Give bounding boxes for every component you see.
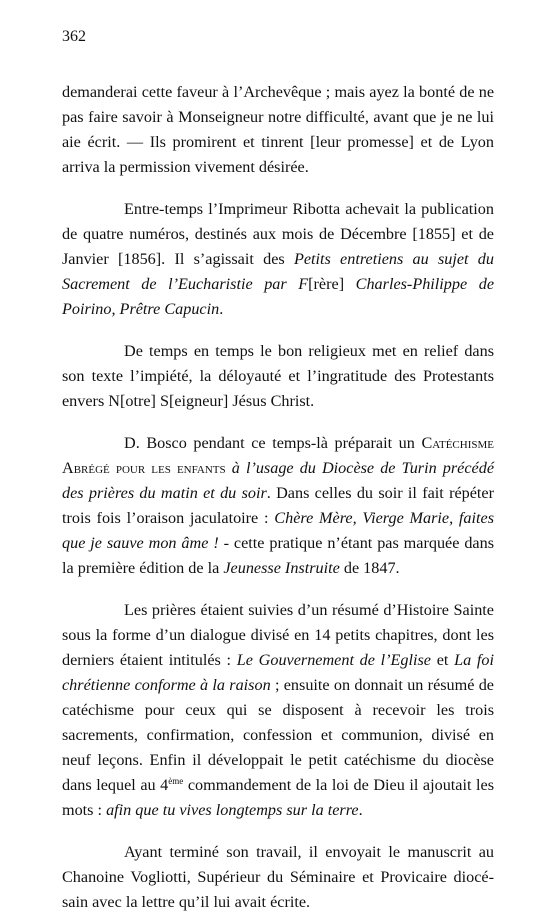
paragraph: [62, 598, 494, 823]
text-run: de 1847.: [339, 559, 400, 577]
text-run: Les prières étaient suivies d’un résumé d’Histoire Sainte sous la forme d’un dialogue divisé en 14 petits chapitres, dont les derniers étaient intitulés :: [62, 601, 494, 669]
text-run: Ayant terminé son travail, il envoyait le manuscrit au Chanoine Vogliotti, Supérieur du Séminaire et Provicaire diocésain avec la lettre qu’il lui avait écrite.: [62, 843, 494, 911]
text-run: .: [358, 801, 363, 819]
body-text: [62, 80, 494, 915]
paragraph: [62, 840, 494, 915]
paragraph: [62, 80, 494, 180]
superscript-run: ème: [168, 776, 184, 786]
paragraph: [62, 431, 494, 581]
paragraph: [62, 339, 494, 414]
italic-run: à l’usage du Diocèse de Turin précédé des prières du matin et du soir: [62, 459, 495, 502]
italic-run: Petits entretiens au sujet du Sacrement de l’Eucharistie par F: [62, 250, 494, 293]
italic-run: La foi chrétienne conforme à la raison: [62, 651, 495, 694]
text-run: D. Bosco pendant ce temps-là préparait un: [124, 434, 422, 452]
italic-run: Le Gouvernement de l’Eglise: [236, 651, 431, 669]
small-caps-run: Catéchisme Abrégé pour les enfants: [62, 434, 494, 477]
paragraph: [62, 197, 494, 322]
italic-run: Jeunesse Instruite: [223, 559, 340, 577]
text-run: et: [431, 651, 455, 669]
text-run: demanderai cette faveur à l’Archevêque ; mais ayez la bonté de ne pas faire savoir à Monseigneur notre difficulté, avant que je ne lui aie écrit. — Ils promirent et tinrent [leur promesse] et de Lyon arriva la permission vivement désirée.: [62, 83, 494, 176]
italic-run: afin que tu vives longtemps sur la terre: [106, 801, 359, 819]
text-run: .: [219, 300, 224, 318]
text-run: commandement de la loi de Dieu il ajoutait les mots :: [62, 776, 494, 819]
text-run: De temps en temps le bon religieux met en relief dans son texte l’impiété, la déloyauté et l’ingratitude des Protestants envers N[otre] S[eigneur] Jésus Christ.: [62, 342, 494, 410]
italic-run: Chère Mère, Vierge Marie, faites que je sauve mon âme !: [62, 509, 494, 552]
text-run: Entre-temps l’Imprimeur Ribotta achevait la publication de quatre numéros, destinés aux mois de Décembre [1855] et de Janvier [1856]. Il s’agissait des: [62, 200, 494, 268]
text-run: [rère]: [308, 275, 356, 293]
text-run: ; ensuite on donnait un résumé de catéchisme pour ceux qui se disposent à recevoir les trois sacrements, confirmation, confession et communion, divisé en neuf leçons. Enfin il développait le petit catéchisme du diocèse dans lequel au 4: [62, 676, 494, 794]
italic-run: Charles-Philippe de Poirino, Prêtre Capucin: [62, 275, 494, 318]
text-run: - cette pratique n’étant pas marquée dans la première édition de la: [62, 534, 494, 577]
page-number: 362: [62, 28, 86, 45]
text-run: . Dans celles du soir il fait répéter trois fois l’oraison jaculatoire :: [62, 484, 494, 527]
